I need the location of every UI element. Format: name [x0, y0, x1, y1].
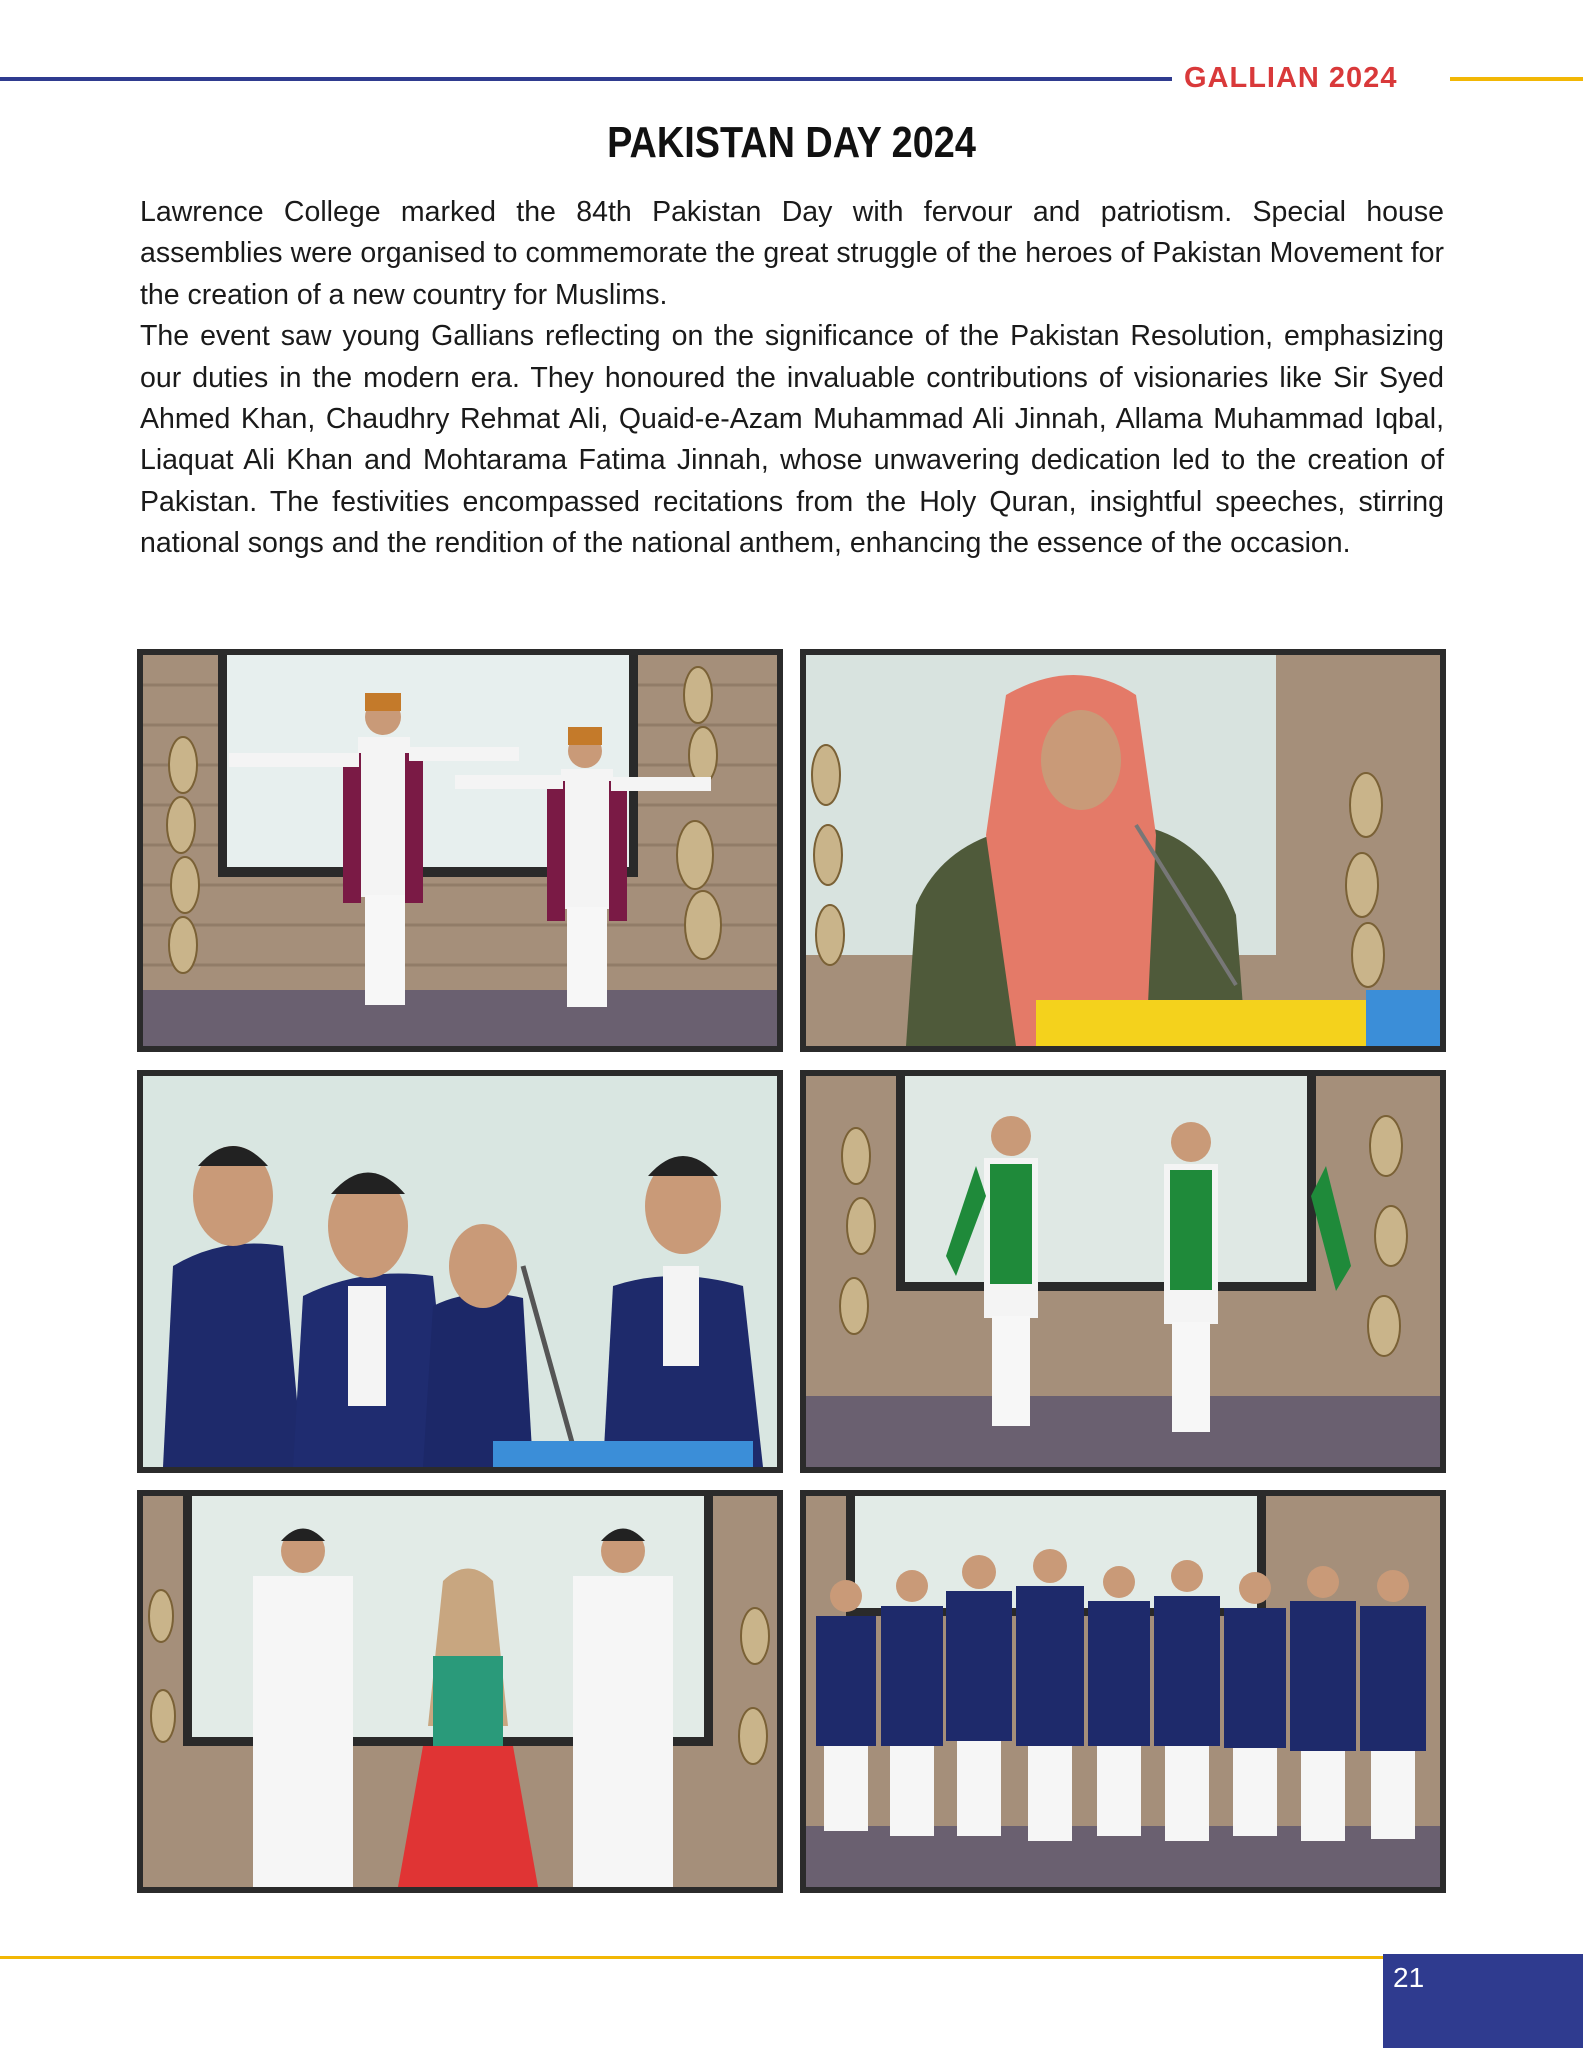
article-paragraph: The event saw young Gallians reflecting on the significance of the Pakistan Resolution, emphasizing our duties in the modern era. They honoured the invaluable contributions of visionaries like Sir Syed Ahmed Khan, Chaudhry Rehmat Ali, Quaid-e-Azam Muhammad Ali Jinnah, Allama Muhammad Iqbal, Liaquat Ali Khan and Mohtarama Fatima Jinnah, whose unwavering dedication led to the creation of Pakistan. The festivities encompassed recitations from the Holy Quran, insightful speeches, stirring national songs and the rendition of the national anthem, enhancing the essence of the occasion.: [140, 320, 1444, 560]
page-title: PAKISTAN DAY 2024: [607, 118, 976, 167]
photo-boys-with-green-shawls: [800, 1070, 1446, 1473]
magazine-title: GALLIAN 2024: [1184, 62, 1398, 94]
header-rule-right: [1450, 77, 1583, 81]
footer-rule: [0, 1956, 1383, 1959]
photo-boys-traditional-dress: [137, 649, 783, 1052]
photo-speaker-at-podium: [800, 649, 1446, 1052]
photo-group-in-blazers: [800, 1490, 1446, 1893]
page-number: 21: [1393, 1962, 1425, 1993]
article-paragraph: Lawrence College marked the 84th Pakistan Day with fervour and patriotism. Special house assemblies were organised to commemorate the great struggle of the heroes of Pakistan Movement for the creation of a new country for Muslims.: [140, 196, 1444, 311]
photo-children-cultural-dress: [137, 1490, 783, 1893]
photo-boys-in-blazers-singing: [137, 1070, 783, 1473]
article-body: [140, 192, 1444, 565]
header-rule-left: [0, 77, 1172, 81]
